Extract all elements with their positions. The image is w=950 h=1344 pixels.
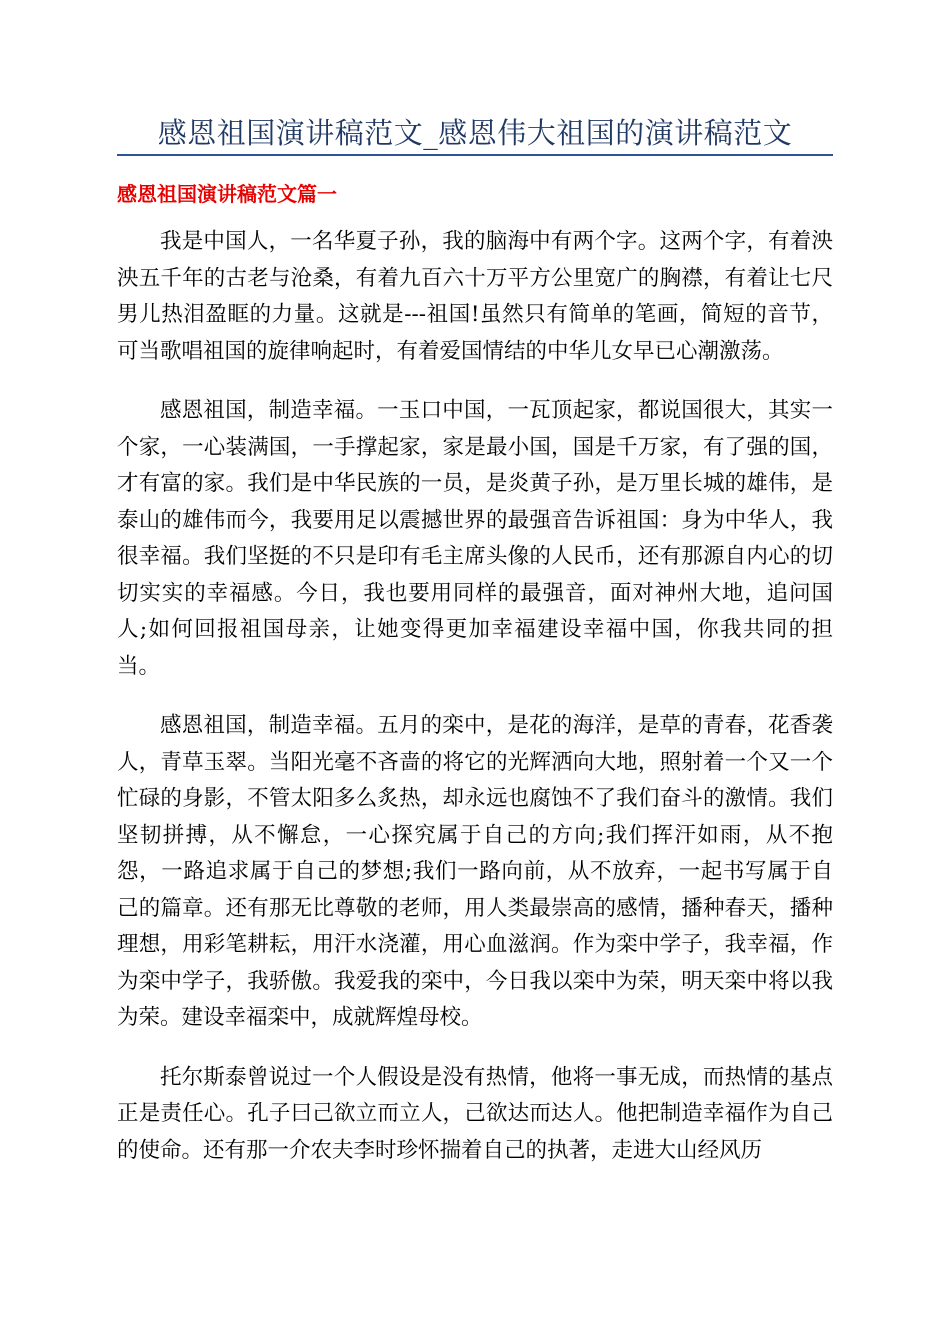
paragraph-3: 感恩祖国，制造幸福。五月的栾中，是花的海洋，是草的青春，花香袭人，青草玉翠。当阳光毫不吝啬的将它的光辉洒向大地，照射着一个又一个忙碌的身影，不管太阳多么炙热，却永远也腐蚀不了我们奋斗的激情。我们坚韧拼搏，从不懈怠，一心探究属于自己的方向;我们挥汗如雨，从不抱怨，一路追求属于自己的梦想;我们一路向前，从不放弃，一起书写属于自己的篇章。还有那无比尊敬的老师，用人类最崇高的感情，播种春天，播种理想，用彩笔耕耘，用汗水浇灌，用心血滋润。作为栾中学子，我幸福，作为栾中学子，我骄傲。我爱我的栾中，今日我以栾中为荣，明天栾中将以我为荣。建设幸福栾中，成就辉煌母校。 [117, 713, 833, 1030]
paragraph-4: 托尔斯泰曾说过一个人假设是没有热情，他将一事无成，而热情的基点正是责任心。孔子曰己欲立而立人，己欲达而达人。他把制造幸福作为自己的使命。还有那一介农夫李时珍怀揣着自己的执著，走进大山经风历 [117, 1064, 833, 1163]
paragraph-1: 我是中国人，一名华夏子孙，我的脑海中有两个字。这两个字，有着泱泱五千年的古老与沧桑，有着九百六十万平方公里宽广的胸襟，有着让七尺男儿热泪盈眶的力量。这就是---祖国!虽然只有简单的笔画，简短的音节，可当歌唱祖国的旋律响起时，有着爱国情结的中华儿女早已心潮激荡。 [117, 229, 833, 364]
paragraph-2: 感恩祖国，制造幸福。一玉口中国，一瓦顶起家，都说国很大，其实一个家，一心装满国，一手撑起家，家是最小国，国是千万家，有了强的国，才有富的家。我们是中华民族的一员，是炎黄子孙，是万里长城的雄伟，是泰山的雄伟而今，我要用足以震撼世界的最强音告诉祖国：身为中华人，我很幸福。我们坚挺的不只是印有毛主席头像的人民币，还有那源自内心的切切实实的幸福感。今日，我也要用同样的最强音，面对神州大地，追问国人;如何回报祖国母亲，让她变得更加幸福建设幸福中国，你我共同的担当。 [117, 398, 833, 679]
section-heading: 感恩祖国演讲稿范文篇一 [117, 182, 337, 206]
page-title: 感恩祖国演讲稿范文_感恩伟大祖国的演讲稿范文 [157, 116, 793, 150]
body-text [117, 224, 833, 1192]
title-underline [117, 154, 833, 156]
